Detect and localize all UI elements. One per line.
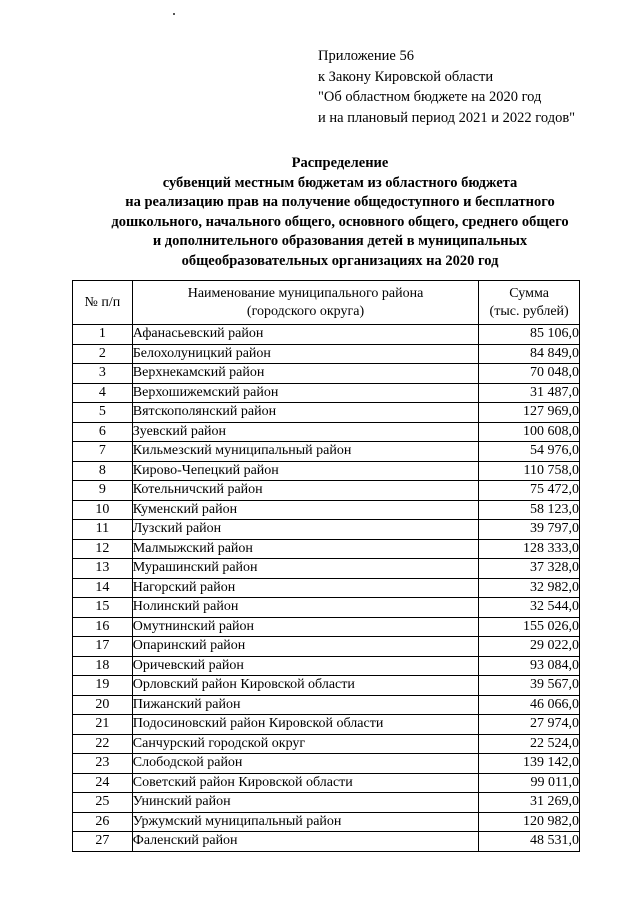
district-name: Куменский район xyxy=(132,500,479,520)
row-number: 2 xyxy=(73,344,133,364)
row-number: 6 xyxy=(73,422,133,442)
row-number: 26 xyxy=(73,812,133,832)
header-name-line2: (городского округа) xyxy=(246,303,365,319)
row-number: 13 xyxy=(73,559,133,579)
header-sum-line1: Сумма xyxy=(509,285,549,301)
district-name: Санчурский городской округ xyxy=(132,734,479,754)
table-row xyxy=(73,676,580,696)
subvention-amount: 99 011,0 xyxy=(479,773,580,793)
document-title xyxy=(60,154,620,271)
district-name: Опаринский район xyxy=(132,637,479,657)
row-number: 1 xyxy=(73,325,133,345)
table-row xyxy=(73,598,580,618)
table-row xyxy=(73,461,580,481)
table-row xyxy=(73,481,580,501)
subvention-amount: 85 106,0 xyxy=(479,325,580,345)
subvention-amount: 48 531,0 xyxy=(479,832,580,852)
subvention-amount: 46 066,0 xyxy=(479,695,580,715)
district-name: Кильмезский муниципальный район xyxy=(132,442,479,462)
table-row xyxy=(73,754,580,774)
row-number: 15 xyxy=(73,598,133,618)
table-row xyxy=(73,773,580,793)
subvention-amount: 32 982,0 xyxy=(479,578,580,598)
district-name: Лузский район xyxy=(132,520,479,540)
row-number: 23 xyxy=(73,754,133,774)
district-name: Малмыжский район xyxy=(132,539,479,559)
row-number: 19 xyxy=(73,676,133,696)
subvention-amount: 127 969,0 xyxy=(479,403,580,423)
district-name: Белохолуницкий район xyxy=(132,344,479,364)
row-number: 8 xyxy=(73,461,133,481)
table-row xyxy=(73,734,580,754)
subvention-amount: 155 026,0 xyxy=(479,617,580,637)
subvention-amount: 27 974,0 xyxy=(479,715,580,735)
row-number: 22 xyxy=(73,734,133,754)
row-number: 5 xyxy=(73,403,133,423)
appendix-line: к Закону Кировской области xyxy=(318,68,494,85)
header-number-label: № п/п xyxy=(84,294,121,310)
district-name: Нолинский район xyxy=(132,598,479,618)
subvention-amount: 84 849,0 xyxy=(479,344,580,364)
appendix-line: "Об областном бюджете на 2020 год xyxy=(318,89,542,105)
title-line: дошкольного, начального общего, основного общего, среднего общего xyxy=(111,213,569,230)
distribution-table xyxy=(72,280,580,852)
table-row xyxy=(73,500,580,520)
table-row xyxy=(73,520,580,540)
header-name xyxy=(132,281,479,325)
table-row xyxy=(73,578,580,598)
table-row xyxy=(73,637,580,657)
subvention-amount: 120 982,0 xyxy=(479,812,580,832)
district-name: Зуевский район xyxy=(132,422,479,442)
subvention-amount: 110 758,0 xyxy=(479,461,580,481)
district-name: Кирово-Чепецкий район xyxy=(132,461,479,481)
district-name: Унинский район xyxy=(132,793,479,813)
subvention-amount: 100 608,0 xyxy=(479,422,580,442)
table-body xyxy=(73,325,580,852)
appendix-header xyxy=(318,46,575,128)
table-row xyxy=(73,715,580,735)
scan-speck xyxy=(173,13,175,15)
table-row xyxy=(73,422,580,442)
table-row xyxy=(73,695,580,715)
district-name: Оричевский район xyxy=(132,656,479,676)
subvention-amount: 22 524,0 xyxy=(479,734,580,754)
district-name: Котельничский район xyxy=(132,481,479,501)
table-row xyxy=(73,793,580,813)
district-name: Вятскополянский район xyxy=(132,403,479,423)
subvention-amount: 75 472,0 xyxy=(479,481,580,501)
title-line: общеобразовательных организациях на 2020 год xyxy=(181,252,499,269)
row-number: 18 xyxy=(73,656,133,676)
subvention-amount: 31 269,0 xyxy=(479,793,580,813)
row-number: 25 xyxy=(73,793,133,813)
title-line: и дополнительного образования детей в муниципальных xyxy=(152,233,528,249)
table-header-row xyxy=(73,281,580,325)
table-row xyxy=(73,325,580,345)
table-row xyxy=(73,383,580,403)
title-line: Распределение xyxy=(291,155,389,171)
district-name: Уржумский муниципальный район xyxy=(132,812,479,832)
district-name: Нагорский район xyxy=(132,578,479,598)
subvention-amount: 54 976,0 xyxy=(479,442,580,462)
row-number: 16 xyxy=(73,617,133,637)
header-sum xyxy=(479,281,580,325)
subvention-amount: 93 084,0 xyxy=(479,656,580,676)
table-row xyxy=(73,364,580,384)
district-name: Мурашинский район xyxy=(132,559,479,579)
district-name: Подосиновский район Кировской области xyxy=(132,715,479,735)
title-line: на реализацию прав на получение общедоступного и бесплатного xyxy=(125,194,555,210)
subvention-amount: 139 142,0 xyxy=(479,754,580,774)
table-row xyxy=(73,403,580,423)
row-number: 17 xyxy=(73,637,133,657)
header-number xyxy=(73,281,133,325)
district-name: Верхнекамский район xyxy=(132,364,479,384)
row-number: 24 xyxy=(73,773,133,793)
district-name: Пижанский район xyxy=(132,695,479,715)
appendix-line: и на плановый период 2021 и 2022 годов" xyxy=(318,109,576,126)
table-row xyxy=(73,617,580,637)
table-row xyxy=(73,559,580,579)
subvention-amount: 29 022,0 xyxy=(479,637,580,657)
subvention-amount: 39 797,0 xyxy=(479,520,580,540)
row-number: 7 xyxy=(73,442,133,462)
district-name: Орловский район Кировской области xyxy=(132,676,479,696)
subvention-amount: 58 123,0 xyxy=(479,500,580,520)
table-row xyxy=(73,812,580,832)
district-name: Советский район Кировской области xyxy=(132,773,479,793)
table-row xyxy=(73,832,580,852)
title-line: субвенций местным бюджетам из областного бюджета xyxy=(162,174,518,191)
row-number: 9 xyxy=(73,481,133,501)
row-number: 14 xyxy=(73,578,133,598)
district-name: Афанасьевский район xyxy=(132,325,479,345)
row-number: 10 xyxy=(73,500,133,520)
subvention-amount: 39 567,0 xyxy=(479,676,580,696)
row-number: 4 xyxy=(73,383,133,403)
district-name: Омутнинский район xyxy=(132,617,479,637)
table-row xyxy=(73,656,580,676)
row-number: 3 xyxy=(73,364,133,384)
subvention-amount: 37 328,0 xyxy=(479,559,580,579)
header-name-line1: Наименование муниципального района xyxy=(187,285,424,301)
district-name: Верхошижемский район xyxy=(132,383,479,403)
district-name: Слободской район xyxy=(132,754,479,774)
row-number: 27 xyxy=(73,832,133,852)
row-number: 11 xyxy=(73,520,133,540)
subvention-amount: 70 048,0 xyxy=(479,364,580,384)
table-row xyxy=(73,539,580,559)
row-number: 20 xyxy=(73,695,133,715)
header-sum-line2: (тыс. рублей) xyxy=(489,303,569,319)
table-row xyxy=(73,344,580,364)
subvention-amount: 128 333,0 xyxy=(479,539,580,559)
table-row xyxy=(73,442,580,462)
subvention-amount: 32 544,0 xyxy=(479,598,580,618)
row-number: 12 xyxy=(73,539,133,559)
row-number: 21 xyxy=(73,715,133,735)
subvention-amount: 31 487,0 xyxy=(479,383,580,403)
appendix-line: Приложение 56 xyxy=(318,48,414,64)
district-name: Фаленский район xyxy=(132,832,479,852)
